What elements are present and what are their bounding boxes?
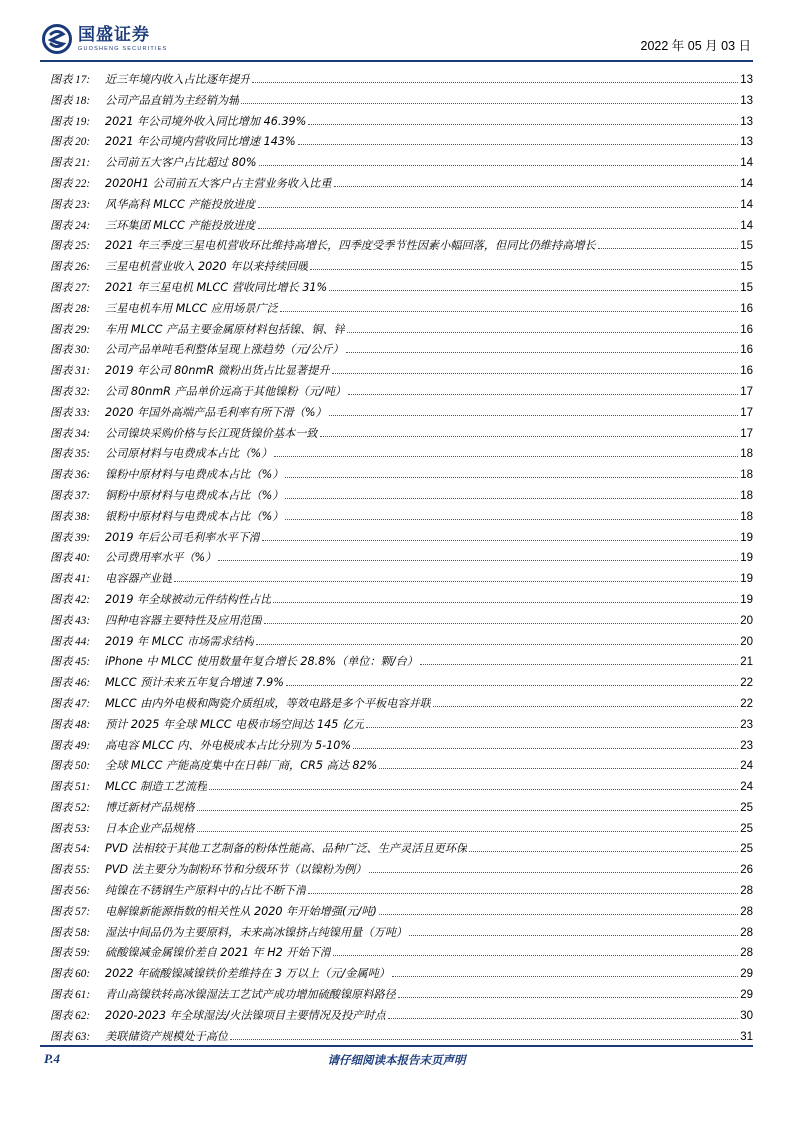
- toc-leader-dots: [598, 248, 738, 249]
- toc-leader-dots: [379, 914, 738, 915]
- toc-entry-title: 2019 年 MLCC 市场需求结构: [105, 634, 254, 648]
- toc-entry-page: 29: [740, 968, 753, 981]
- toc-entry[interactable]: [50, 652, 753, 673]
- toc-entry-title: 2020-2023 年全球湿法/火法镍项目主要情况及投产时点: [105, 1008, 386, 1022]
- toc-entry-number: 图表 55:: [50, 864, 91, 877]
- toc-entry-number: 图表 30:: [50, 344, 91, 357]
- toc-entry[interactable]: [50, 985, 753, 1006]
- toc-entry-page: 13: [740, 94, 753, 107]
- toc-entry[interactable]: [50, 923, 753, 944]
- toc-entry-page: 14: [740, 219, 753, 232]
- toc-leader-dots: [230, 1039, 738, 1040]
- footer-divider: [40, 1045, 753, 1047]
- logo-mark-icon: [42, 24, 72, 54]
- toc-entry[interactable]: [50, 278, 753, 299]
- company-logo: [42, 22, 167, 56]
- report-date: 2022 年 05 月 03 日: [640, 39, 751, 53]
- toc-entry[interactable]: [50, 736, 753, 757]
- toc-entry-title: 公司 80nmR 产品单价远高于其他镍粉（元/吨）: [105, 384, 347, 398]
- toc-entry-number: 图表 25:: [50, 240, 91, 253]
- toc-entry-number: 图表 20:: [50, 136, 91, 149]
- toc-entry-page: 19: [740, 593, 753, 606]
- toc-entry-number: 图表 26:: [50, 261, 91, 274]
- toc-leader-dots: [241, 103, 738, 104]
- toc-entry-page: 24: [740, 781, 753, 794]
- toc-entry[interactable]: [50, 756, 753, 777]
- header-divider: [40, 60, 753, 62]
- toc-entry[interactable]: [50, 881, 753, 902]
- toc-entry-page: 13: [740, 136, 753, 149]
- table-of-figures: [50, 70, 753, 1047]
- toc-entry[interactable]: [50, 590, 753, 611]
- toc-entry[interactable]: [50, 299, 753, 320]
- toc-entry-page: 25: [740, 843, 753, 856]
- toc-entry[interactable]: [50, 632, 753, 653]
- toc-entry-number: 图表 45:: [50, 656, 91, 669]
- toc-entry[interactable]: [50, 839, 753, 860]
- toc-entry-number: 图表 29:: [50, 323, 91, 336]
- toc-entry-page: 24: [740, 760, 753, 773]
- toc-leader-dots: [346, 352, 738, 353]
- toc-entry[interactable]: [50, 673, 753, 694]
- toc-entry-title: PVD 法相较于其他工艺制备的粉体性能高、品种广泛、生产灵活且更环保: [105, 842, 468, 856]
- toc-entry-page: 30: [740, 1009, 753, 1022]
- toc-entry-page: 16: [740, 365, 753, 378]
- toc-entry-title: 三环集团 MLCC 产能投放进度: [105, 218, 256, 232]
- page-header: [40, 22, 753, 58]
- toc-entry-title: 电解镍新能源指数的相关性从 2020 年开始增强(元/吨): [105, 904, 377, 918]
- toc-leader-dots: [258, 207, 739, 208]
- toc-entry-page: 19: [740, 573, 753, 586]
- toc-entry[interactable]: [50, 174, 753, 195]
- toc-entry-number: 图表 39:: [50, 531, 91, 544]
- toc-entry-title: 三星电机营业收入 2020 年以来持续回暖: [105, 260, 309, 274]
- toc-entry-page: 16: [740, 344, 753, 357]
- toc-leader-dots: [398, 997, 738, 998]
- toc-entry-title: MLCC 预计未来五年复合增速 7.9%: [105, 676, 284, 690]
- toc-leader-dots: [310, 269, 738, 270]
- toc-entry-page: 14: [740, 177, 753, 190]
- toc-entry[interactable]: [50, 257, 753, 278]
- disclaimer-note: 请仔细阅读本报告末页声明: [327, 1053, 466, 1067]
- toc-entry-page: 17: [740, 427, 753, 440]
- toc-entry-page: 22: [740, 677, 753, 690]
- toc-entry-number: 图表 35:: [50, 448, 91, 461]
- toc-entry-title: 日本企业产品规格: [105, 821, 195, 835]
- toc-entry-title: 2022 年硫酸镍减镍铁价差维持在 3 万以上（元/金属吨）: [105, 967, 390, 981]
- toc-entry-page: 14: [740, 157, 753, 170]
- toc-entry[interactable]: [50, 382, 753, 403]
- toc-entry[interactable]: [50, 320, 753, 341]
- toc-entry[interactable]: [50, 403, 753, 424]
- toc-leader-dots: [320, 436, 739, 437]
- toc-entry[interactable]: [50, 569, 753, 590]
- toc-entry-page: 15: [740, 261, 753, 274]
- toc-entry-number: 图表 59:: [50, 947, 91, 960]
- toc-entry-title: 2019 年全球被动元件结构性占比: [105, 592, 272, 606]
- toc-entry-title: 镍粉中原材料与电费成本占比（%）: [105, 468, 284, 482]
- toc-entry[interactable]: [50, 507, 753, 528]
- toc-entry-number: 图表 18:: [50, 94, 91, 107]
- toc-entry-page: 28: [740, 947, 753, 960]
- toc-entry-title: iPhone 中 MLCC 使用数量年复合增长 28.8%（单位：颗/台）: [105, 655, 418, 669]
- toc-entry-page: 16: [740, 302, 753, 315]
- toc-entry-page: 13: [740, 74, 753, 86]
- toc-entry[interactable]: [50, 236, 753, 257]
- toc-leader-dots: [347, 332, 738, 333]
- toc-entry-page: 22: [740, 697, 753, 710]
- toc-entry-page: 28: [740, 926, 753, 939]
- toc-entry-title: 铜粉中原材料与电费成本占比（%）: [105, 488, 284, 502]
- toc-leader-dots: [197, 831, 739, 832]
- toc-entry-page: 13: [740, 115, 753, 128]
- toc-entry-number: 图表 23:: [50, 198, 91, 211]
- toc-entry-title: 公司镍块采购价格与长江现货镍价基本一致: [105, 426, 318, 440]
- toc-entry-number: 图表 32:: [50, 385, 91, 398]
- toc-entry-number: 图表 44:: [50, 635, 91, 648]
- toc-leader-dots: [273, 602, 738, 603]
- toc-entry-page: 20: [740, 635, 753, 648]
- toc-entry-page: 19: [740, 552, 753, 565]
- toc-entry-page: 18: [740, 469, 753, 482]
- toc-leader-dots: [332, 373, 739, 374]
- toc-leader-dots: [369, 872, 739, 873]
- toc-entry-page: 25: [740, 801, 753, 814]
- toc-entry[interactable]: [50, 611, 753, 632]
- toc-entry-number: 图表 54:: [50, 843, 91, 856]
- toc-entry-page: 23: [740, 718, 753, 731]
- toc-entry-number: 图表 36:: [50, 469, 91, 482]
- toc-leader-dots: [285, 477, 738, 478]
- toc-entry-page: 15: [740, 240, 753, 253]
- toc-leader-dots: [258, 228, 739, 229]
- toc-entry[interactable]: [50, 132, 753, 153]
- toc-entry[interactable]: [50, 528, 753, 549]
- toc-entry-page: 25: [740, 822, 753, 835]
- toc-entry[interactable]: [50, 91, 753, 112]
- toc-entry-page: 26: [740, 864, 753, 877]
- toc-entry-title: 风华高科 MLCC 产能投放进度: [105, 197, 256, 211]
- toc-leader-dots: [392, 976, 738, 977]
- toc-leader-dots: [334, 186, 739, 187]
- toc-entry[interactable]: [50, 860, 753, 881]
- toc-entry[interactable]: [50, 216, 753, 237]
- toc-entry[interactable]: [50, 798, 753, 819]
- toc-entry-number: 图表 37:: [50, 489, 91, 502]
- toc-leader-dots: [280, 311, 738, 312]
- toc-entry-number: 图表 60:: [50, 968, 91, 981]
- toc-entry-number: 图表 19:: [50, 115, 91, 128]
- toc-leader-dots: [308, 893, 738, 894]
- toc-entry-number: 图表 22:: [50, 177, 91, 190]
- toc-leader-dots: [285, 519, 738, 520]
- toc-entry[interactable]: [50, 819, 753, 840]
- toc-leader-dots: [379, 768, 738, 769]
- toc-entry-title: MLCC 制造工艺流程: [105, 780, 208, 794]
- toc-entry-page: 15: [740, 281, 753, 294]
- toc-leader-dots: [333, 955, 738, 956]
- toc-leader-dots: [252, 82, 738, 83]
- toc-entry-number: 图表 43:: [50, 614, 91, 627]
- toc-entry-page: 18: [740, 510, 753, 523]
- toc-leader-dots: [218, 560, 738, 561]
- toc-leader-dots: [298, 144, 739, 145]
- page-number: P.4: [44, 1051, 61, 1066]
- toc-entry-title: MLCC 由内外电极和陶瓷介质组成，等效电路是多个平板电容并联: [105, 696, 431, 710]
- toc-entry[interactable]: [50, 694, 753, 715]
- toc-entry[interactable]: [50, 486, 753, 507]
- toc-entry-number: 图表 31:: [50, 365, 91, 378]
- toc-leader-dots: [308, 124, 738, 125]
- toc-leader-dots: [353, 748, 738, 749]
- toc-entry[interactable]: [50, 1006, 753, 1027]
- toc-entry-number: 图表 51:: [50, 781, 91, 794]
- toc-entry-title: 公司费用率水平（%）: [105, 551, 217, 565]
- toc-entry[interactable]: [50, 715, 753, 736]
- toc-entry-page: 21: [740, 656, 753, 669]
- toc-entry-number: 图表 52:: [50, 801, 91, 814]
- toc-entry-number: 图表 48:: [50, 718, 91, 731]
- toc-leader-dots: [388, 1018, 738, 1019]
- toc-entry-title: 纯镍在不锈钢生产原料中的占比不断下滑: [105, 884, 307, 898]
- toc-entry-title: 预计 2025 年全球 MLCC 电极市场空间达 145 亿元: [105, 717, 365, 731]
- toc-leader-dots: [366, 727, 738, 728]
- toc-entry-page: 28: [740, 905, 753, 918]
- toc-leader-dots: [348, 394, 738, 395]
- toc-leader-dots: [197, 810, 739, 811]
- toc-entry-title: 2021 年公司境外收入同比增加 46.39%: [105, 114, 307, 128]
- toc-entry-number: 图表 50:: [50, 760, 91, 773]
- toc-entry-page: 20: [740, 614, 753, 627]
- toc-entry-title: 三星电机车用 MLCC 应用场景广泛: [105, 301, 278, 315]
- toc-entry[interactable]: [50, 153, 753, 174]
- toc-entry-title: 2020H1 公司前五大客户占主营业务收入比重: [105, 176, 332, 190]
- toc-entry-number: 图表 56:: [50, 885, 91, 898]
- toc-entry-number: 图表 47:: [50, 697, 91, 710]
- toc-entry-title: 银粉中原材料与电费成本占比（%）: [105, 509, 284, 523]
- company-name-en: GUOSHENG SECURITIES: [78, 45, 168, 52]
- toc-entry[interactable]: [50, 964, 753, 985]
- toc-leader-dots: [420, 664, 738, 665]
- toc-entry-title: 车用 MLCC 产品主要金属原材料包括镍、铜、锌: [105, 322, 345, 336]
- toc-entry-title: 电容器产业链: [105, 572, 173, 586]
- toc-entry-title: 高电容 MLCC 内、外电极成本占比分别为 5-10%: [105, 738, 352, 752]
- toc-entry[interactable]: [50, 361, 753, 382]
- toc-entry-number: 图表 27:: [50, 281, 91, 294]
- toc-entry-page: 14: [740, 198, 753, 211]
- toc-entry-title: 青山高镍铁转高冰镍湿法工艺试产成功增加硫酸镍原料路径: [105, 988, 396, 1002]
- toc-leader-dots: [209, 789, 738, 790]
- toc-leader-dots: [329, 415, 739, 416]
- toc-entry-page: 29: [740, 989, 753, 1002]
- toc-leader-dots: [274, 456, 738, 457]
- toc-leader-dots: [174, 581, 738, 582]
- toc-entry[interactable]: [50, 195, 753, 216]
- toc-entry-title: 公司前五大客户占比超过 80%: [105, 156, 257, 170]
- toc-entry-page: 23: [740, 739, 753, 752]
- toc-entry-number: 图表 34:: [50, 427, 91, 440]
- toc-entry-number: 图表 42:: [50, 593, 91, 606]
- company-name-cn: 国盛证券: [78, 24, 150, 45]
- toc-entry-title: 2021 年三星电机 MLCC 营收同比增长 31%: [105, 280, 328, 294]
- toc-entry-page: 28: [740, 885, 753, 898]
- toc-entry-number: 图表 17:: [50, 74, 91, 86]
- toc-entry-page: 19: [740, 531, 753, 544]
- toc-entry-page: 17: [740, 385, 753, 398]
- toc-entry-title: 公司原材料与电费成本占比（%）: [105, 447, 273, 461]
- toc-entry-page: 18: [740, 489, 753, 502]
- toc-entry-title: 2020 年国外高端产品毛利率有所下滑（%）: [105, 405, 327, 419]
- toc-entry-number: 图表 46:: [50, 677, 91, 690]
- toc-entry-number: 图表 49:: [50, 739, 91, 752]
- toc-entry-title: 四种电容器主要特性及应用范围: [105, 613, 262, 627]
- toc-entry-title: 近三年境内收入占比逐年提升: [105, 73, 251, 86]
- toc-entry-page: 17: [740, 406, 753, 419]
- toc-entry-title: 2019 年后公司毛利率水平下滑: [105, 530, 261, 544]
- toc-leader-dots: [469, 851, 738, 852]
- toc-entry-number: 图表 61:: [50, 989, 91, 1002]
- toc-entry-title: 公司产品单吨毛利整体呈现上涨趋势（元/公斤）: [105, 343, 344, 357]
- toc-entry[interactable]: [50, 70, 753, 91]
- toc-entry-title: 公司产品直销为主经销为辅: [105, 93, 240, 107]
- toc-entry[interactable]: [50, 943, 753, 964]
- toc-entry-title: 全球 MLCC 产能高度集中在日韩厂商，CR5 高达 82%: [105, 759, 378, 773]
- toc-entry[interactable]: [50, 777, 753, 798]
- toc-leader-dots: [285, 498, 738, 499]
- toc-leader-dots: [264, 623, 739, 624]
- toc-entry[interactable]: [50, 902, 753, 923]
- toc-entry-number: 图表 38:: [50, 510, 91, 523]
- toc-entry-title: 硫酸镍减金属镍价差自 2021 年 H2 开始下滑: [105, 946, 332, 960]
- toc-entry[interactable]: [50, 548, 753, 569]
- toc-leader-dots: [256, 644, 738, 645]
- toc-entry[interactable]: [50, 465, 753, 486]
- toc-leader-dots: [329, 290, 738, 291]
- toc-entry-title: PVD 法主要分为制粉环节和分级环节（以镍粉为例）: [105, 863, 367, 877]
- toc-entry-number: 图表 28:: [50, 302, 91, 315]
- toc-entry-number: 图表 57:: [50, 905, 91, 918]
- toc-entry-number: 图表 53:: [50, 822, 91, 835]
- toc-entry-number: 图表 62:: [50, 1009, 91, 1022]
- toc-entry[interactable]: [50, 340, 753, 361]
- toc-entry-page: 18: [740, 448, 753, 461]
- toc-leader-dots: [286, 685, 738, 686]
- toc-entry-title: 2021 年三季度三星电机营收环比维持高增长，四季度受季节性因素小幅回落，但同比仍维持高增长: [105, 239, 596, 253]
- toc-leader-dots: [262, 540, 738, 541]
- toc-leader-dots: [409, 935, 738, 936]
- toc-entry-title: 湿法中间品仍为主要原料，未来高冰镍挤占纯镍用量（万吨）: [105, 925, 408, 939]
- toc-entry-number: 图表 24:: [50, 219, 91, 232]
- toc-entry-page: 16: [740, 323, 753, 336]
- toc-entry[interactable]: [50, 112, 753, 133]
- toc-entry-title: 美联储资产规模处于高位: [105, 1029, 229, 1043]
- toc-entry-title: 2021 年公司境内营收同比增速 143%: [105, 135, 296, 149]
- toc-leader-dots: [433, 706, 738, 707]
- toc-entry-number: 图表 33:: [50, 406, 91, 419]
- toc-entry[interactable]: [50, 444, 753, 465]
- toc-entry-number: 图表 40:: [50, 552, 91, 565]
- toc-entry-title: 博迁新材产品规格: [105, 800, 195, 814]
- toc-entry-number: 图表 63:: [50, 1030, 91, 1043]
- toc-entry-number: 图表 41:: [50, 573, 91, 586]
- toc-entry-number: 图表 21:: [50, 157, 91, 170]
- toc-entry-page: 31: [740, 1030, 753, 1043]
- toc-entry-number: 图表 58:: [50, 926, 91, 939]
- toc-entry[interactable]: [50, 424, 753, 445]
- toc-entry-title: 2019 年公司 80nmR 微粉出货占比显著提升: [105, 364, 330, 378]
- toc-leader-dots: [259, 165, 739, 166]
